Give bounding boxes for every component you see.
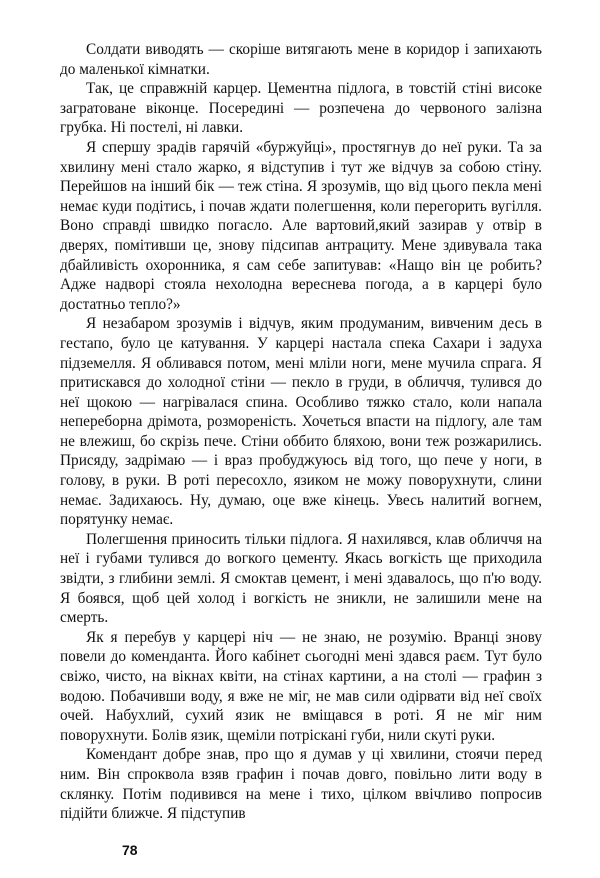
paragraph-4: Я незабаром зрозумів і відчув, яким продуманим, вивченим десь в гестапо, було це катування. У карцері настала спека Сахари і задуха підземелля. Я обливався потом, мені мліли ноги, мене мучила спрага. Я притискався до холодної стіни — пекло в груди, в обличчя, тулився до неї щокою — нагрівалася спина. Особливо тяжко стало, коли напала непереборна дрімота, розмореність. Хочеться впасти на підлогу, але там не влежиш, бо скрізь пече. Стіни оббито бляхою, вони теж розжарились. Присяду, задрімаю — і враз пробуджуюсь від того, що пече у ноги, в голову, в руки. В роті пересохло, язиком не можу поворухнути, слини немає. Задихаюсь. Ну, думаю, оце вже кінець. Увесь налитий вогнем, порятунку немає.: [60, 315, 542, 529]
paragraph-3: Я спершу зрадів гарячій «буржуйці», простягнув до неї руки. Та за хвилину мені стало жарко, я відступив і тут же відчув за собою стіну. Перейшов на інший бік — теж стіна. Я зрозумів, що від цього пекла мені немає куди подітись, і почав ждати полегшення, коли перегорить вугілля. Воно справді швидко погасло. Але вартовий,який зазирав у отвір в дверях, помітивши це, знову підсипав антрациту. Мене здивувала така дбайливість охоронника, я сам себе запитував: «Нащо він це робить? Адже надворі стояла нехолодна вереснева погода, а в карцері було достатньо тепло?»: [60, 138, 542, 313]
paragraph-5: Полегшення приносить тільки підлога. Я нахилявся, клав обличчя на неї і губами тулився до вогкого цементу. Якась вогкість ще приходила звідти, з глибини землі. Я смоктав цемент, і мені здавалось, що п'ю воду. Я боявся, щоб цей холод і вогкість не зникли, не залишили мене на смерть.: [60, 530, 542, 627]
page-number: 78: [122, 842, 138, 858]
paragraph-6: Як я перебув у карцері ніч — не знаю, не розумію. Вранці знову повели до коменданта. Його кабінет сьогодні мені здався раєм. Тут було свіжо, чисто, на вікнах квіти, на стінах картини, а на столі — графин з водою. Побачивши воду, я вже не міг, не мав сили одірвати від неї своїх очей. Набухлий, сухий язик не вміщався в роті. Я не міг ним поворухнути. Болів язик, щеміли потріскані губи, нили скуті руки.: [60, 628, 542, 744]
paragraph-2: Так, це справжній карцер. Цементна підлога, в товстій стіні високе загратоване віконце. Посередині — розпечена до червоного залізна грубка. Ні постелі, ні лавки.: [60, 80, 542, 137]
paragraph-7: Комендант добре знав, про що я думав у ці хвилини, стоячи перед ним. Він спроквола взяв графин і почав довго, повільно лити воду в склянку. Потім подивився на мене і тихо, цілком ввічливо попросив підійти ближче. Я підступив: [60, 746, 542, 823]
page-body: [60, 40, 542, 824]
paragraph-1: Солдати виводять — скоріше витягають мене в коридор і запихають до маленької кімнатки.: [60, 41, 542, 78]
